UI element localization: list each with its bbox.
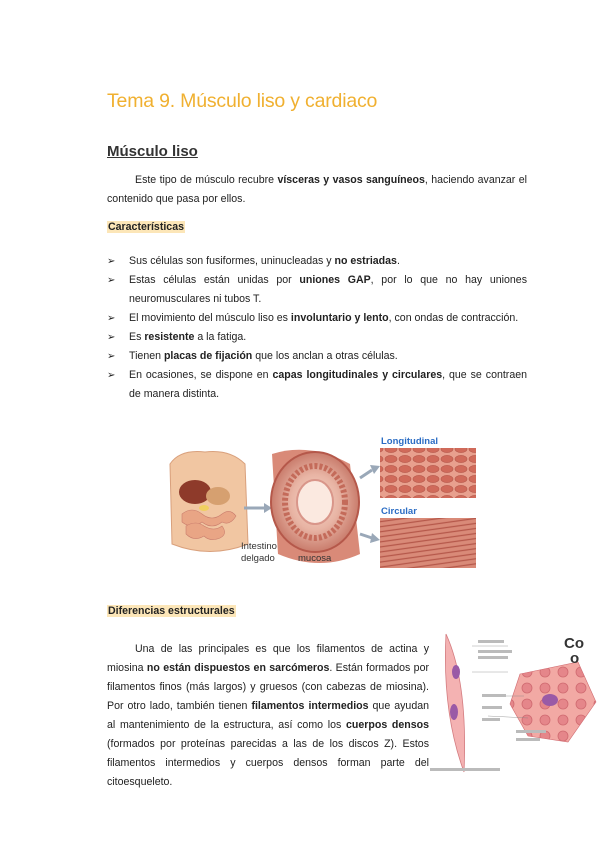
list-item: ➢ Estas células están unidas por uniones GAP, por lo que no hay uniones neuromusculares ni tubos T. <box>107 271 527 309</box>
label-mucosa: mucosa <box>298 553 332 564</box>
arrow-bullet-icon: ➢ <box>107 256 116 267</box>
arrow-bullet-icon: ➢ <box>107 332 116 343</box>
longitudinal-panel <box>380 448 476 498</box>
label-longitudinal: Longitudinal <box>381 436 438 447</box>
intro-text-c: , haciendo avanzar el contenido que pasa por ellos. <box>107 174 527 205</box>
circular-panel <box>380 518 476 568</box>
list-item: ➢ Tienen placas de fijación que los anclan a otras células. <box>107 347 527 366</box>
list-item: ➢ Sus células son fusiformes, uninucleadas y no estriadas. <box>107 252 527 271</box>
arrow-bullet-icon: ➢ <box>107 313 116 324</box>
page-title: Tema 9. Músculo liso y cardiaco <box>107 90 378 112</box>
torso-illustration <box>170 452 248 552</box>
arrow-bullet-icon: ➢ <box>107 370 116 381</box>
arrow-bullet-icon: ➢ <box>107 351 116 362</box>
label-circular: Circular <box>381 506 417 517</box>
list-item: ➢ El movimiento del músculo liso es involuntario y lento, con ondas de contracción. <box>107 309 527 328</box>
diferencias-heading: Diferencias estructurales <box>108 605 235 617</box>
list-item: ➢ En ocasiones, se dispone en capas longitudinales y circulares, que se contraen de manera distinta. <box>107 366 527 404</box>
intro-paragraph <box>107 171 527 209</box>
diferencias-paragraph: Una de las principales es que los filamentos de actina y miosina no están dispuestos en sarcómeros. Están formados por filamentos finos (más largos) y gruesos (con cabezas de miosina). Por otro lado, también tienen filamentos intermedios que ayudan al mantenimiento de la estructura, así como los cuerpos densos (formados por proteínas parecidas a las de los discos Z). Estos filamentos intermedios y cuerpos densos forman parte del citoesqueleto. <box>107 643 429 788</box>
list-item: ➢ Es resistente a la fatiga. <box>107 328 527 347</box>
intro-text-bold: vísceras y vasos sanguíneos <box>277 174 425 186</box>
section-heading-musculo-liso: Músculo liso <box>107 143 198 160</box>
caracteristicas-list <box>107 252 527 404</box>
figure2-partial-title: Co o <box>564 635 584 667</box>
intro-text-a: Este tipo de músculo recubre <box>135 174 278 186</box>
arrow-bullet-icon: ➢ <box>107 275 116 286</box>
caracteristicas-heading: Características <box>108 221 184 233</box>
label-intestino: Intestino delgado <box>241 541 277 564</box>
intestine-cross-section <box>271 450 360 563</box>
